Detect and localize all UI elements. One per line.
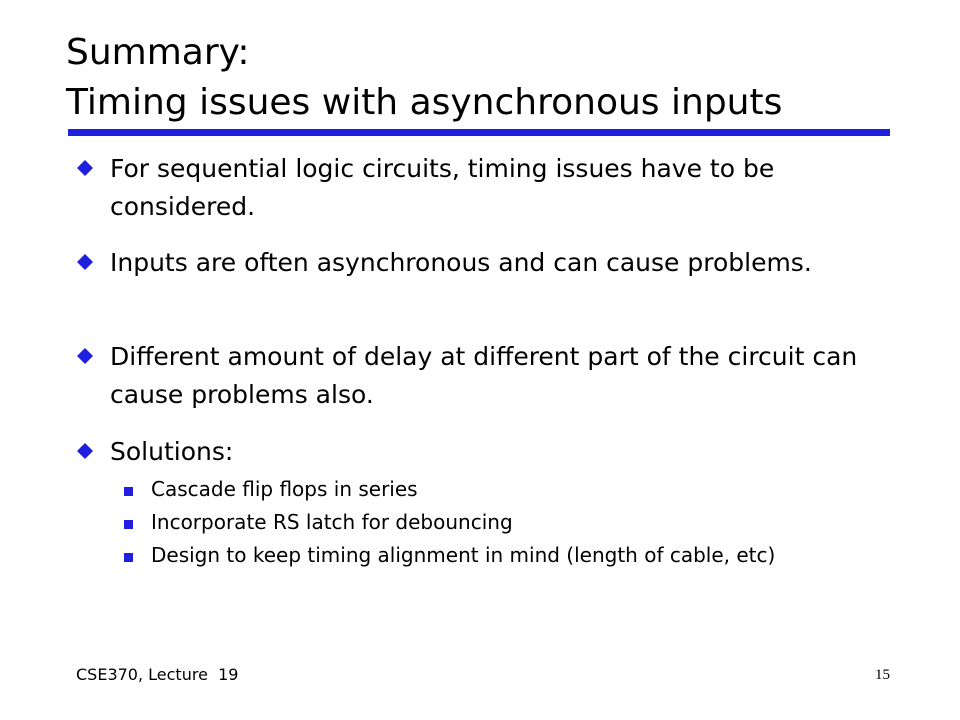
square-bullet-icon bbox=[124, 520, 133, 529]
square-bullet-icon bbox=[124, 487, 133, 496]
bullet-text: Different amount of delay at different part of the circuit can cause problems also. bbox=[110, 342, 858, 409]
slide-number: 15 bbox=[875, 667, 890, 683]
sub-bullet-text: Design to keep timing alignment in mind (length of cable, etc) bbox=[151, 543, 776, 567]
bullet-text: Inputs are often asynchronous and can cause problems. bbox=[110, 248, 812, 277]
sub-bullet-text: Cascade flip flops in series bbox=[151, 477, 418, 501]
sub-bullet-text: Incorporate RS latch for debouncing bbox=[151, 510, 513, 534]
diamond-bullet-icon bbox=[76, 253, 94, 271]
sub-bullet-item bbox=[124, 474, 924, 504]
diamond-bullet-icon bbox=[76, 442, 94, 460]
bullet-text: Solutions: bbox=[110, 437, 234, 466]
diamond-bullet-icon bbox=[76, 347, 94, 365]
slide-title-line-2: Timing issues with asynchronous inputs bbox=[66, 82, 783, 123]
square-bullet-icon bbox=[124, 553, 133, 562]
diamond-bullet-icon bbox=[76, 159, 94, 177]
sub-bullet-item bbox=[124, 540, 924, 570]
footer-course-label: CSE370, Lecture 19 bbox=[76, 665, 239, 684]
slide-title-line-1: Summary: bbox=[66, 32, 250, 73]
sub-bullet-item bbox=[124, 507, 924, 537]
slide-title bbox=[66, 28, 926, 128]
title-underline-divider bbox=[68, 129, 890, 136]
bullet-text: For sequential logic circuits, timing issues have to be considered. bbox=[110, 154, 775, 221]
